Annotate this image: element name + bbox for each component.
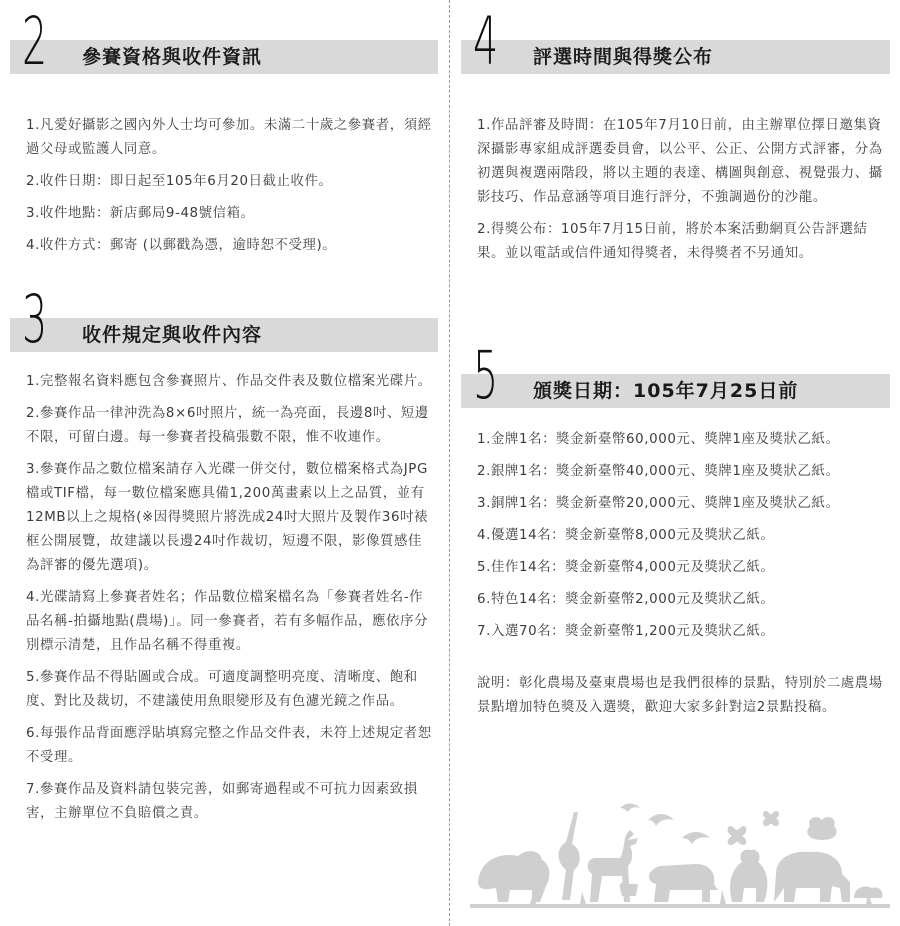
list-item: 3.銅牌1名：獎金新臺幣20,000元、獎牌1座及獎狀乙紙。	[477, 496, 840, 511]
section-title: 頒獎日期：105年7月25日前	[533, 380, 799, 402]
list-item: 1.金牌1名：獎金新臺幣60,000元、獎牌1座及獎狀乙紙。	[477, 432, 840, 447]
list-item: 4.光碟請寫上參賽者姓名；作品數位檔案檔名為「參賽者姓名-作品名稱-拍攝地點(農場)」。同一參賽者，若有多幅作品，應依序分別標示清楚，且作品名稱不得重複。	[26, 590, 429, 653]
list-item: 4.收件方式：郵寄 (以郵戳為憑，逾時恕不受理)。	[26, 238, 337, 253]
section-number: 5	[473, 337, 499, 414]
list-item: 5.參賽作品不得貼圖或合成。可適度調整明亮度、清晰度、飽和度、對比及裁切，不建議使用魚眼變形及有色濾光鏡之作品。	[26, 670, 418, 709]
section-awards	[461, 334, 890, 715]
list-item: 6.每張作品背面應浮貼填寫完整之作品交件表，未符上述規定者恕不受理。	[26, 726, 432, 765]
section-eligibility	[10, 0, 438, 253]
section-number: 3	[22, 281, 48, 358]
list-item: 1.作品評審及時間：在105年7月10日前，由主辦單位擇日邀集資深攝影專家組成評選委員會，以公平、公正、公開方式評審，分為初選與複選兩階段，將以主題的表達、構圖與創意、視覺張力、攝影技巧、作品意涵等項目進行評分，不強調過份的沙龍。	[477, 118, 883, 205]
section-title: 評選時間與得獎公布	[533, 46, 714, 68]
section-items	[477, 428, 884, 720]
list-item: 2.得獎公布：105年7月15日前，將於本案活動網頁公告評選結果。並以電話或信件通知得獎者，未得獎者不另通知。	[477, 222, 868, 261]
section-items	[26, 370, 432, 834]
awards-note: 說明：彰化農場及臺東農場也是我們很棒的景點，特別於二處農場景點增加特色獎及入選獎，歡迎大家多針對這2景點投稿。	[477, 676, 883, 715]
section-items	[26, 114, 432, 266]
column-divider	[449, 0, 450, 926]
list-item: 2.參賽作品一律沖洗為8×6吋照片，統一為亮面，長邊8吋、短邊不限，可留白邊。每一參賽者投稿張數不限，惟不收連作。	[26, 406, 429, 445]
section-title: 參賽資格與收件資訊	[82, 46, 263, 68]
list-item: 1.完整報名資料應包含參賽照片、作品交件表及數位檔案光碟片。	[26, 374, 432, 389]
list-item: 5.佳作14名：獎金新臺幣4,000元及獎狀乙紙。	[477, 560, 775, 575]
section-judging	[461, 0, 890, 261]
list-item: 1.凡愛好攝影之國內外人士均可參加。未滿二十歲之參賽者，須經過父母或監護人同意。	[26, 118, 432, 157]
list-item: 6.特色14名：獎金新臺幣2,000元及獎狀乙紙。	[477, 592, 775, 607]
list-item: 3.參賽作品之數位檔案請存入光碟一併交付，數位檔案格式為JPG檔或TIF檔，每一數位檔案應具備1,200萬畫素以上之品質，並有12MB以上之規格(※因得獎照片將洗成24吋大照片及製作36吋裱框公開展覽，故建議以長邊24吋作裁切，短邊不限，影像質感佳為評審的優先選項)。	[26, 462, 429, 573]
section-number: 2	[22, 3, 48, 80]
list-item: 4.優選14名：獎金新臺幣8,000元及獎狀乙紙。	[477, 528, 775, 543]
list-item: 2.收件日期：即日起至105年6月20日截止收件。	[26, 174, 333, 189]
section-items	[477, 114, 884, 274]
section-title: 收件規定與收件內容	[82, 324, 263, 346]
section-submission-rules	[10, 278, 438, 821]
list-item: 7.參賽作品及資料請包裝完善，如郵寄過程或不可抗力因素致損害，主辦單位不負賠償之責。	[26, 782, 418, 821]
list-item: 3.收件地點：新店郵局9-48號信箱。	[26, 206, 255, 221]
list-item: 2.銀牌1名：獎金新臺幣40,000元、獎牌1座及獎狀乙紙。	[477, 464, 840, 479]
list-item: 7.入選70名：獎金新臺幣1,200元及獎狀乙紙。	[477, 624, 775, 639]
section-number: 4	[473, 3, 499, 80]
animal-silhouettes-icon	[470, 790, 890, 910]
